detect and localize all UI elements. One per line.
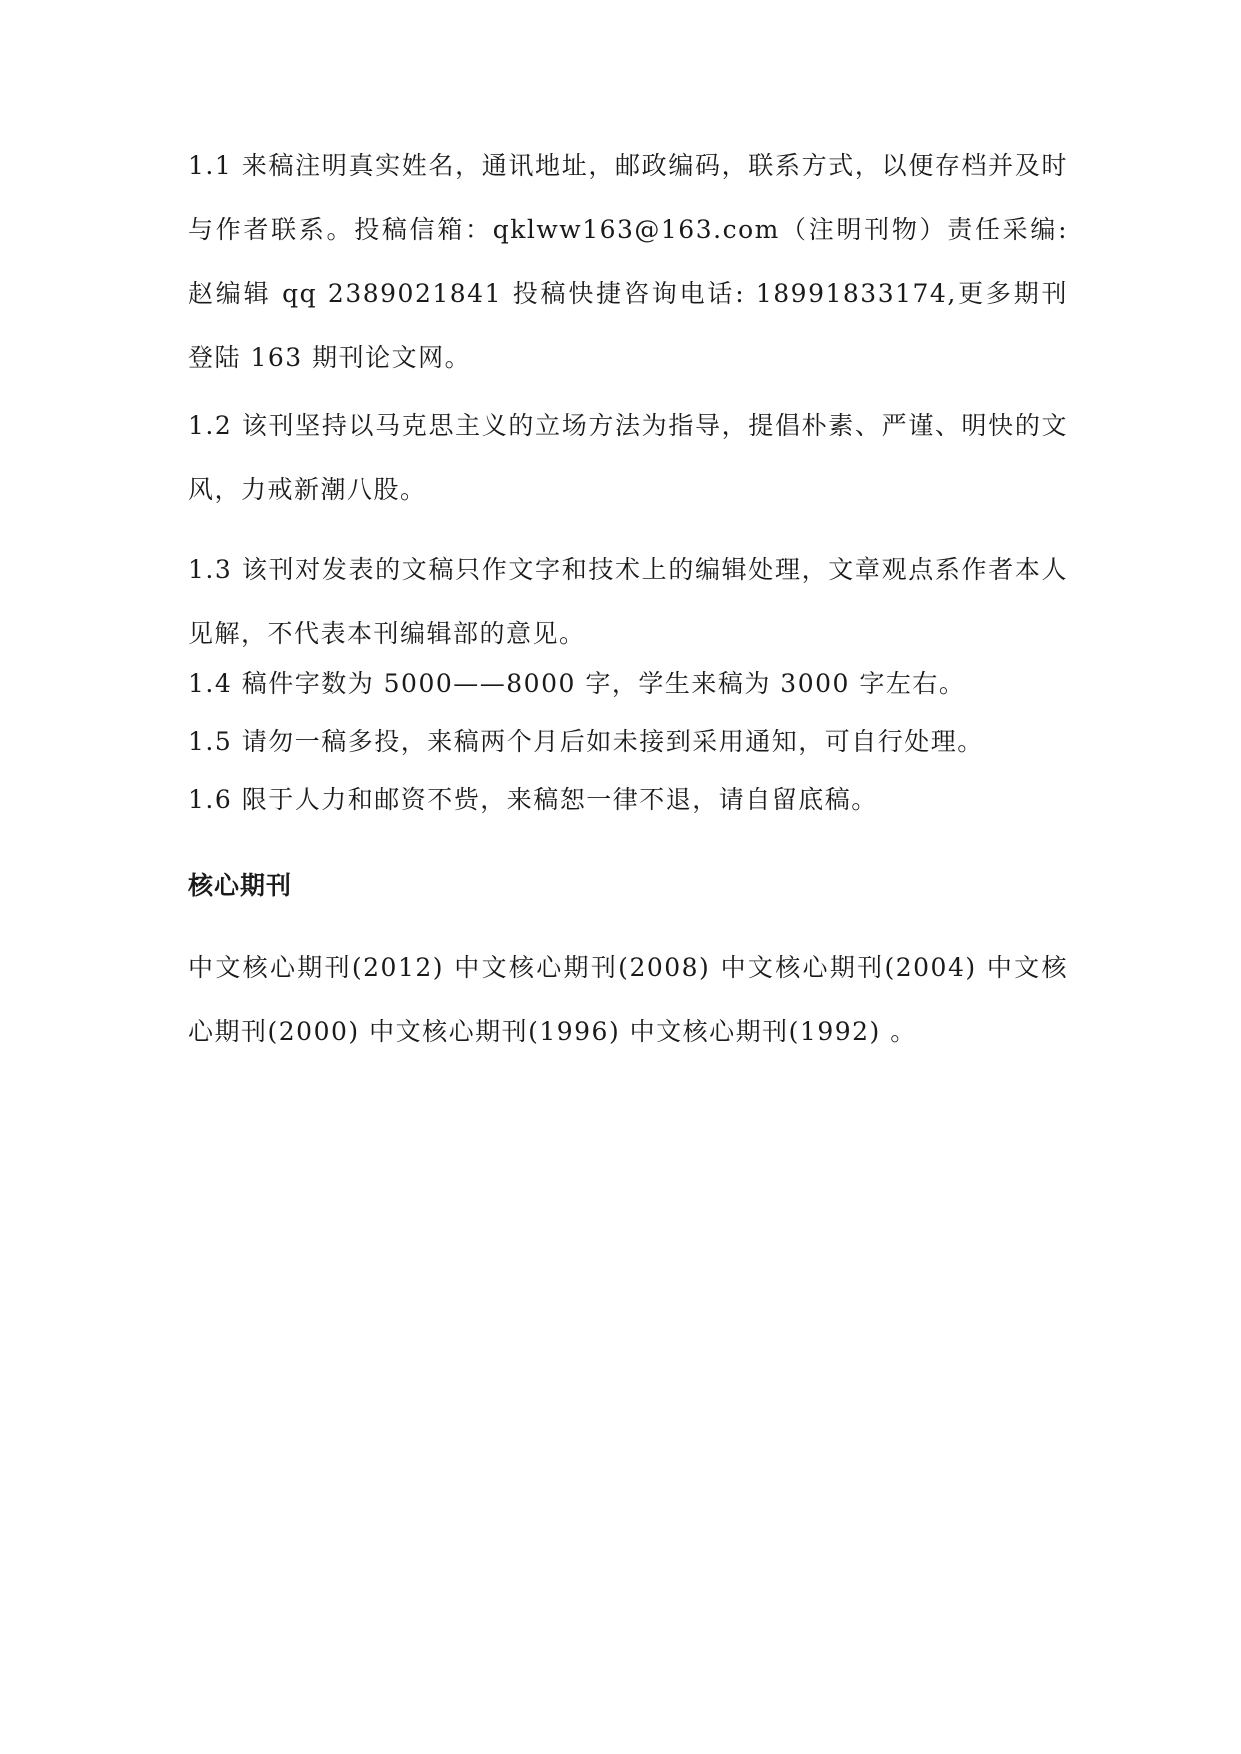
paragraph-1-2: 1.2 该刊坚持以马克思主义的立场方法为指导，提倡朴素、严谨、明快的文风，力戒新潮八股。 — [188, 411, 1068, 504]
paragraph-1-6: 1.6 限于人力和邮资不赀，来稿恕一律不退，请自留底稿。 — [188, 785, 878, 814]
paragraph-1-1: 1.1 来稿注明真实姓名，通讯地址，邮政编码，联系方式，以便存档并及时与作者联系。投稿信箱：qklww163@163.com（注明刊物）责任采编: 赵编辑 qq 2389021841 投稿快捷咨询电话: 18991833174,更多期刊登陆 163 期刊论文网。 — [188, 151, 1068, 372]
paragraph-1-3: 1.3 该刊对发表的文稿只作文字和技术上的编辑处理，文章观点系作者本人见解，不代表本刊编辑部的意见。 — [188, 555, 1068, 648]
paragraph-1-5: 1.5 请勿一稿多投，来稿两个月后如未接到采用通知，可自行处理。 — [188, 727, 984, 756]
core-journals-heading: 核心期刊 — [188, 871, 293, 900]
core-journals-list: 中文核心期刊(2012) 中文核心期刊(2008) 中文核心期刊(2004) 中文核心期刊(2000) 中文核心期刊(1996) 中文核心期刊(1992) 。 — [188, 953, 1068, 1046]
paragraph-1-4: 1.4 稿件字数为 5000——8000 字，学生来稿为 3000 字左右。 — [188, 669, 966, 698]
